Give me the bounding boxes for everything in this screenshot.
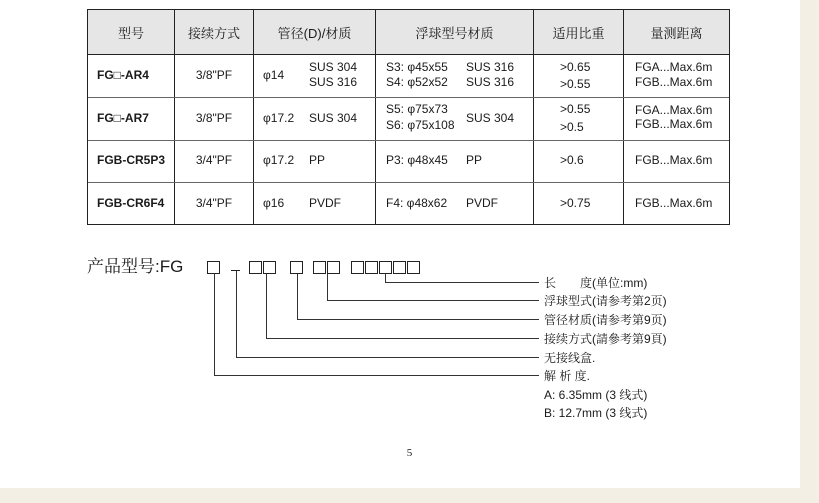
pipe-diameter-cell: φ14 (263, 68, 285, 82)
header-pipe: 管径(D)/材质 (277, 25, 352, 41)
connection-cell: 3/4"PF (195, 196, 233, 210)
range-cell: FGB...Max.6m (635, 196, 713, 210)
float-code-cell: S6: φ75x108 (386, 118, 455, 132)
col-divider (623, 10, 624, 224)
float-code-cell: P3: φ48x45 (386, 153, 448, 167)
leader-line (385, 282, 539, 283)
col-divider (253, 10, 254, 224)
spec-table (87, 9, 730, 225)
model-cell: FGB-CR5P3 (97, 153, 166, 167)
connection-cell: 3/4"PF (195, 153, 233, 167)
pipe-material-cell: PVDF (309, 196, 342, 210)
desc-length: 长 度(单位:mm) (544, 276, 648, 290)
code-slot-length (393, 261, 406, 274)
float-material-cell: PP (466, 153, 483, 167)
leader-line (385, 274, 386, 283)
model-code-label: 产品型号:FG (87, 257, 184, 276)
specific-gravity-cell: >0.6 (560, 153, 584, 167)
code-slot-connection (249, 261, 262, 274)
float-code-cell: F4: φ48x62 (386, 196, 448, 210)
float-material-cell: SUS 316 (466, 75, 515, 89)
float-material-cell: SUS 304 (466, 111, 515, 125)
leader-line (266, 338, 539, 339)
pipe-diameter-cell: φ17.2 (263, 111, 295, 125)
model-cell: FGB-CR6F4 (97, 196, 165, 210)
float-code-cell: S4: φ52x52 (386, 75, 448, 89)
desc-no-junction-box: 无接线盒. (544, 351, 596, 365)
leader-line (214, 375, 539, 376)
connection-cell: 3/8"PF (195, 111, 233, 125)
code-slot-length (379, 261, 392, 274)
page-number: 5 (406, 447, 413, 459)
code-slot-float (327, 261, 340, 274)
specific-gravity-cell: >0.55 (560, 102, 591, 116)
range-cell: FGB...Max.6m (635, 117, 713, 131)
code-slot-length (407, 261, 420, 274)
pipe-material-cell: PP (309, 153, 326, 167)
model-cell: FG□-AR7 (97, 111, 149, 125)
header-float: 浮球型号材质 (415, 25, 494, 41)
code-slot-length (351, 261, 364, 274)
desc-resolution-b: B: 12.7mm (3 线式) (544, 406, 648, 420)
code-slot-length (365, 261, 378, 274)
pipe-material-cell: SUS 304 (309, 60, 358, 74)
code-slot-resolution (207, 261, 220, 274)
col-divider (533, 10, 534, 224)
desc-float-type: 浮球型式(请参考第2页) (544, 294, 667, 308)
pipe-material-cell: SUS 316 (309, 75, 358, 89)
float-material-cell: SUS 316 (466, 60, 515, 74)
specific-gravity-cell: >0.65 (560, 60, 591, 74)
specific-gravity-cell: >0.75 (560, 196, 591, 210)
leader-line (297, 274, 298, 320)
float-code-cell: S5: φ75x73 (386, 102, 448, 116)
leader-line (214, 274, 215, 376)
row-divider (88, 182, 729, 183)
leader-line (266, 274, 267, 339)
page-right-margin (800, 0, 819, 503)
desc-connection: 接续方式(請參考第9頁) (544, 332, 667, 346)
row-divider (88, 140, 729, 141)
float-material-cell: PVDF (466, 196, 499, 210)
float-code-cell: S3: φ45x55 (386, 60, 448, 74)
specific-gravity-cell: >0.55 (560, 77, 591, 91)
code-slot-float (313, 261, 326, 274)
range-cell: FGA...Max.6m (635, 60, 713, 74)
specific-gravity-cell: >0.5 (560, 120, 584, 134)
desc-resolution-a: A: 6.35mm (3 线式) (544, 388, 648, 402)
leader-line (297, 319, 539, 320)
pipe-material-cell: SUS 304 (309, 111, 358, 125)
leader-line (327, 300, 539, 301)
header-connection: 接续方式 (187, 25, 240, 41)
leader-line (236, 357, 539, 358)
desc-pipe-material: 管径材质(请参考第9页) (544, 313, 667, 327)
connection-cell: 3/8"PF (195, 68, 233, 82)
code-slot-pipe-material (290, 261, 303, 274)
range-cell: FGA...Max.6m (635, 103, 713, 117)
pipe-diameter-cell: φ17.2 (263, 153, 295, 167)
leader-line (327, 274, 328, 301)
range-cell: FGB...Max.6m (635, 75, 713, 89)
pipe-diameter-cell: φ16 (263, 196, 285, 210)
page-bottom-margin (0, 488, 819, 503)
header-specific-gravity: 适用比重 (552, 25, 605, 41)
row-divider (88, 97, 729, 98)
header-range: 量测距离 (650, 25, 703, 41)
col-divider (375, 10, 376, 224)
model-cell: FG□-AR4 (97, 68, 149, 82)
code-slot-connection (263, 261, 276, 274)
range-cell: FGB...Max.6m (635, 153, 713, 167)
desc-resolution: 解 析 度. (544, 369, 591, 383)
header-model: 型号 (117, 25, 144, 41)
leader-line (236, 271, 237, 358)
